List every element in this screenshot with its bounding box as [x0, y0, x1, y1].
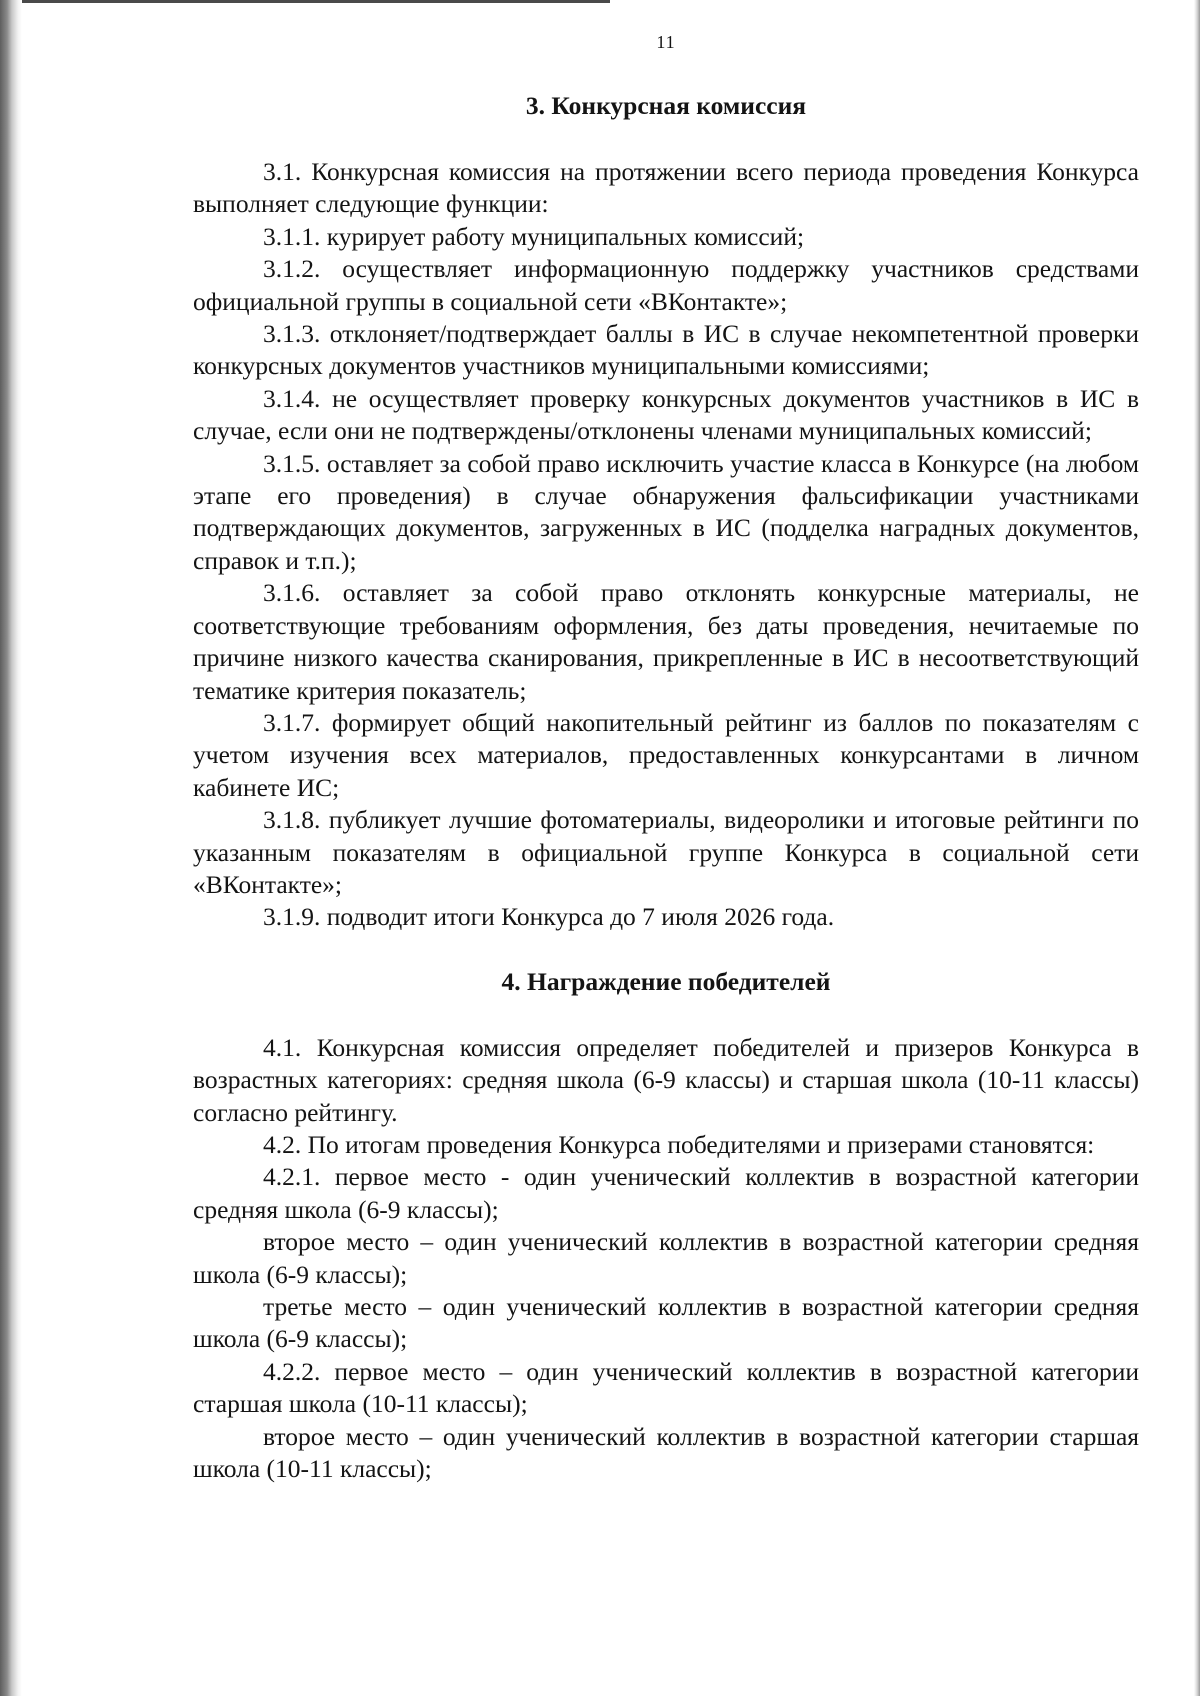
paragraph: 4.2. По итогам проведения Конкурса победителями и призерами становятся:: [263, 1129, 1095, 1159]
paragraph: 4.2.1. первое место - один ученический коллектив в возрастной категории средняя школа (6-9 классы);: [193, 1162, 1139, 1224]
scan-edge-top: [0, 0, 610, 3]
paragraph: 3.1.4. не осуществляет проверку конкурсных документов участников в ИС в случае, если они не подтверждены/отклонены членами муниципальных комиссий;: [193, 383, 1139, 446]
paragraph: второе место – один ученический коллектив в возрастной категории средняя школа (6-9 классы);: [193, 1227, 1139, 1289]
paragraph: третье место – один ученический коллектив в возрастной категории средняя школа (6-9 классы);: [193, 1292, 1139, 1354]
scan-edge-left: [0, 0, 22, 1696]
paragraph: 3.1.3. отклоняет/подтверждает баллы в ИС в случае некомпетентной проверки конкурсных документов участников муниципальными комиссиями;: [193, 319, 1139, 381]
section-4-heading: 4. Награждение победителей: [501, 966, 831, 996]
paragraph: 3.1.7. формирует общий накопительный рейтинг из баллов по показателям с учетом изучения всех материалов, предоставленных конкурсантами в личном кабинете ИС;: [193, 707, 1139, 802]
paragraph: 3.1.8. публикует лучшие фотоматериалы, видеоролики и итоговые рейтинги по указанным показателям в официальной группе Конкурса в социальной сети «ВКонтакте»;: [193, 805, 1139, 899]
section-3-body: [193, 156, 1139, 934]
paragraph: 4.2.2. первое место – один ученический коллектив в возрастной категории старшая школа (10-11 классы);: [193, 1356, 1139, 1419]
section-3-heading: 3. Конкурсная комиссия: [525, 91, 807, 120]
scan-edge-right: [1194, 0, 1200, 1696]
paragraph: второе место – один ученический коллектив в возрастной категории старшая школа (10-11 классы);: [193, 1421, 1139, 1484]
paragraph: 3.1.5. оставляет за собой право исключить участие класса в Конкурсе (на любом этапе его проведения) в случае обнаружения фальсификации участниками подтверждающих документов, загруженных в ИС (подделка наградных документов, справок и т.п.);: [193, 448, 1139, 575]
section-4-body: [193, 1032, 1139, 1486]
document-page: [193, 30, 1139, 1485]
paragraph: 3.1.1. курирует работу муниципальных комиссий;: [263, 221, 805, 251]
paragraph: 3.1. Конкурсная комиссия на протяжении всего периода проведения Конкурса выполняет следующие функции:: [193, 157, 1139, 219]
paragraph: 4.1. Конкурсная комиссия определяет победителей и призеров Конкурса в возрастных категориях: средняя школа (6-9 классы) и старшая школа (10-11 классы) согласно рейтингу.: [193, 1032, 1139, 1127]
paragraph: 3.1.2. осуществляет информационную поддержку участников средствами официальной группы в социальной сети «ВКонтакте»;: [193, 254, 1139, 316]
paragraph: 3.1.6. оставляет за собой право отклонять конкурсные материалы, не соответствующие требованиям оформления, без даты проведения, нечитаемые по причине низкого качества сканирования, прикрепленные в ИС в несоответствующий тематике критерия показатель;: [193, 578, 1139, 705]
page-number: 11: [656, 32, 676, 52]
paragraph: 3.1.9. подводит итоги Конкурса до 7 июля 2026 года.: [263, 902, 835, 932]
